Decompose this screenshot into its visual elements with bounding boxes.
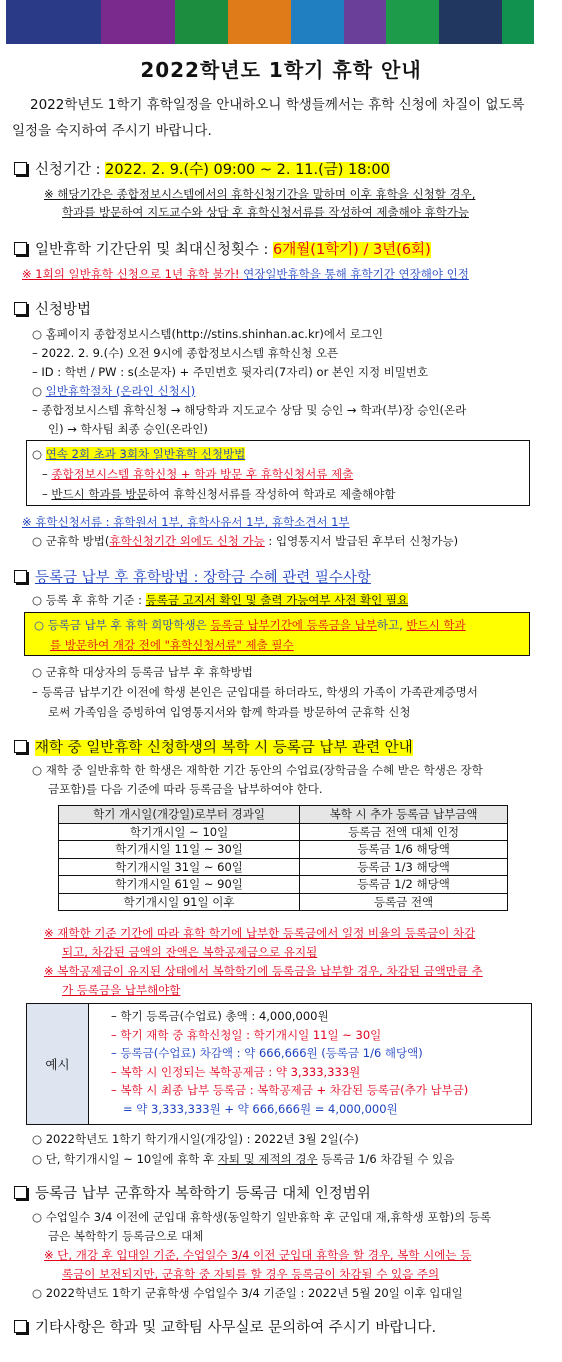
checkbox-icon: [14, 1186, 27, 1199]
table-row: 학기개시일 31일 ~ 60일 등록금 1/3 해당액: [59, 858, 508, 876]
section-military-leave: 등록금 납부 군휴학자 복학학기 등록금 대체 인정범위: [14, 1184, 544, 1204]
checkbox-icon: [14, 242, 27, 255]
section-leave-unit: 일반휴학 기간단위 및 최대신청횟수 : 6개월(1학기) / 3년(6회): [14, 240, 544, 260]
table-row: 학기개시일 91일 이후 등록금 전액: [59, 893, 508, 911]
list-item: – 등록금 납부기간 이전에 학생 본인은 군입대를 하더라도, 학생의 가족이 가족관계증명서: [32, 685, 478, 699]
list-item: ○ 2022학년도 1학기 군휴학생 수업일수 3/4 기준일 : 2022년 5월 20일 이후 입대일: [32, 1286, 463, 1300]
list-item: 를 방문하여 개강 전에 "휴학신청서류" 제출 필수: [50, 638, 294, 652]
list-item: ○ 2022학년도 1학기 학기개시일(개강일) : 2022년 3월 2일(수): [32, 1132, 359, 1146]
note: ※ 복학공제금이 유지된 상태에서 복학학기에 등록금을 납부할 경우, 차감된 금액만큼 추: [44, 964, 483, 978]
section-return-tuition: 재학 중 일반휴학 신청학생의 복학 시 등록금 납부 관련 안내: [14, 738, 544, 758]
intro-text: 2022학년도 1학기 휴학일정을 안내하오니 학생들께서는 휴학 신청에 차질이 없도록 일정을 숙지하여 주시기 바랍니다.: [12, 97, 525, 139]
note: 되고, 차감된 금액의 잔액은 복학공제금으로 유지됨: [62, 945, 318, 959]
list-item: ○ 재학 중 일반휴학 한 학생은 재학한 기간 동안의 수업료(장학금을 수혜 받은 학생은 장학: [32, 763, 483, 777]
list-item: – ID : 학번 / PW : s(소문자) + 주민번호 뒷자리(7자리) or 본인 지정 비밀번호: [32, 365, 429, 379]
section-apply-period: 신청기간 : 2022. 2. 9.(수) 09:00 ~ 2. 11.(금) 18:00: [14, 160, 544, 180]
table-row: 학기개시일 61일 ~ 90일 등록금 1/2 해당액: [59, 876, 508, 894]
section-other-inquiries: 기타사항은 학과 및 교학팀 사무실로 문의하여 주시기 바랍니다.: [14, 1318, 544, 1338]
note: 학과를 방문하여 지도교수와 상담 후 휴학신청서류를 작성하여 제출해야 휴학가능: [62, 205, 469, 219]
example-box: [26, 1003, 532, 1125]
checkbox-icon: [14, 302, 27, 315]
table-header: 복학 시 추가 등록금 납부금액: [300, 806, 508, 824]
list-item: ○ 홈페이지 종합정보시스템(http://stins.shinhan.ac.kr)에서 로그인: [32, 327, 384, 341]
list-item: ○ 군휴학 대상자의 등록금 납부 후 휴학방법: [32, 665, 253, 679]
list-item: – 반드시 학과를 방문하여 휴학신청서류를 작성하여 학과로 제출해야함: [42, 487, 396, 501]
note: ※ 해당기간은 종합정보시스템에서의 휴학신청기간을 말하며 이후 휴학을 신청할 경우,: [44, 187, 476, 201]
banner-stripe: [386, 0, 439, 44]
checkbox-icon: [14, 162, 27, 175]
fee-table: [58, 805, 508, 911]
list-item: – 2022. 2. 9.(수) 오전 9시에 종합정보시스템 휴학신청 오픈: [32, 346, 339, 360]
banner-stripe: [175, 0, 228, 44]
list-item: ○ 연속 2회 초과 3회차 일반휴학 신청방법: [32, 447, 246, 461]
note: 가 등록금을 납부해야함: [62, 983, 181, 997]
checkbox-icon: [14, 570, 27, 583]
note: ※ 재학한 기준 기간에 따라 휴학 학기에 납부한 등록금에서 일정 비율의 등록금이 차감: [44, 926, 476, 940]
example-label: 예시: [27, 1004, 89, 1124]
banner-stripe: [439, 0, 502, 44]
page-title: 2022학년도 1학기 휴학 안내: [140, 58, 422, 82]
banner-stripe: [291, 0, 344, 44]
list-item: – 종합정보시스템 휴학신청 + 학과 방문 후 휴학신청서류 제출: [42, 467, 354, 481]
banner-stripe: [228, 0, 291, 44]
banner-stripe: [502, 0, 534, 44]
example-body: – 학기 등록금(수업료) 총액 : 4,000,000원 – 학기 재학 중 휴학신청일 : 학기개시일 11일 ~ 30일 – 등록금(수업료) 차감액 : 약 666,666원 (등록금 1/6 해당액) – 복학 시 인정되는 복학공제금 : 약 3,333,333원 – 복학 시 최종 납부 등록금 : 복학공제금 + 차감된 등록금(추가 납부금) = 약 3,333,333원 + 약 666,666원 = 4,000,000원: [111, 1009, 469, 1116]
list-item: 인) → 학사팀 최종 승인(온라인): [48, 422, 208, 436]
list-item: – 종합정보시스템 휴학신청 → 해당학과 지도교수 상담 및 승인 → 학과(부)장 승인(온라: [32, 403, 467, 417]
docs-note: ※ 휴학신청서류 : 휴학원서 1부, 휴학사유서 1부, 휴학소견서 1부: [22, 515, 350, 529]
table-header: 학기 개시일(개강일)로부터 경과일: [59, 806, 300, 824]
note: 록금이 보전되지만, 군휴학 중 자퇴를 할 경우 등록금이 차감될 수 있음 주의: [62, 1267, 440, 1281]
checkbox-icon: [14, 740, 27, 753]
banner-stripe: [101, 0, 175, 44]
apply-period-value: 2022. 2. 9.(수) 09:00 ~ 2. 11.(금) 18:00: [105, 162, 390, 178]
note: ※ 단, 개강 후 입대일 기준, 수업일수 3/4 이전 군입대 휴학을 할 경우, 복학 시에는 등: [44, 1248, 472, 1262]
list-item: 로써 가족임을 증빙하여 입영통지서와 함께 학과를 방문하여 군휴학 신청: [48, 705, 411, 719]
list-item: ○ 등록 후 휴학 기준 : 등록금 고지서 확인 및 출력 가능여부 사전 확인 필요: [32, 593, 409, 607]
banner-stripe: [6, 0, 101, 44]
list-item: 금은 복학학기 등록금으로 대체: [48, 1229, 204, 1243]
banner-stripe: [344, 0, 386, 44]
table-row: 학기개시일 11일 ~ 30일 등록금 1/6 해당액: [59, 841, 508, 859]
top-banner: [6, 0, 534, 44]
note: ※ 1회의 일반휴학 신청으로 1년 휴학 불가! 연장일반휴학을 통해 휴학기간 연장해야 인정: [22, 267, 469, 281]
section-how-to-apply: 신청방법: [14, 300, 544, 320]
section-after-payment: 등록금 납부 후 휴학방법 : 장학금 수혜 관련 필수사항: [14, 568, 544, 588]
list-item: ○ 수업일수 3/4 이전에 군입대 휴학생(동일학기 일반휴학 후 군입대 재,휴학생 포함)의 등록: [32, 1210, 492, 1224]
list-item: ○ 일반휴학절차 (온라인 신청시): [32, 384, 196, 398]
list-item: ○ 등록금 납부 후 휴학 희망학생은 등록금 납부기간에 등록금을 납부하고, 반드시 학과: [34, 618, 466, 632]
leave-unit-value: 6개월(1학기) / 3년(6회): [273, 242, 431, 258]
list-item: ○ 단, 학기개시일 ~ 10일에 휴학 후 자퇴 및 제적의 경우 등록금 1/6 차감될 수 있음: [32, 1152, 455, 1166]
table-row: 학기개시일 ~ 10일 등록금 전액 대체 인정: [59, 823, 508, 841]
list-item: 금포함)를 다음 기준에 따라 등록금을 납부하여야 한다.: [48, 782, 323, 796]
checkbox-icon: [14, 1320, 27, 1333]
list-item: ○ 군휴학 방법(휴학신청기간 외에도 신청 가능 : 입영통지서 발급된 후부터 신청가능): [32, 534, 459, 548]
